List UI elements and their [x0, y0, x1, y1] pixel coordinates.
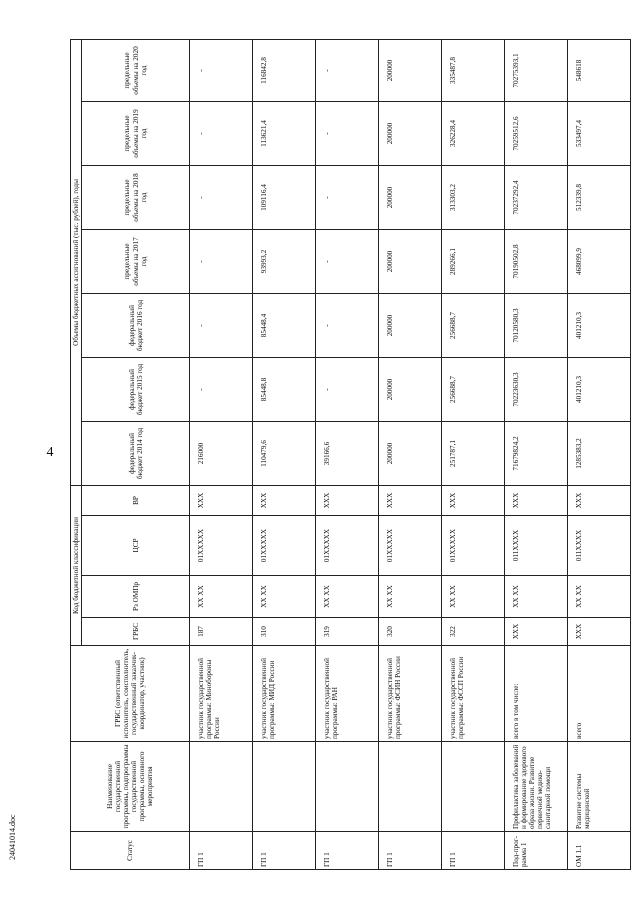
cell-csr: 01XXXXX — [316, 516, 379, 576]
cell-grbs-name: участник государственной программы: РАН — [316, 646, 379, 742]
cell-value-2018: 313303,2 — [442, 166, 505, 230]
header-name: Наименование государственной программы, подпрограммы государственной программы, основного мероприятия — [71, 742, 190, 832]
table-row — [253, 39, 316, 869]
cell-vr: XXX — [568, 486, 631, 516]
cell-vr: XXX — [379, 486, 442, 516]
cell-value-2020: 548618 — [568, 39, 631, 101]
cell-grbs-name: всего в том числе: — [505, 646, 568, 742]
cell-value-2019: - — [316, 102, 379, 166]
cell-value-2016: 200000 — [379, 294, 442, 358]
cell-value-2020: - — [190, 39, 253, 101]
cell-vr: XXX — [190, 486, 253, 516]
page-number: 4 — [46, 445, 54, 460]
cell-grbs-name: участник государственной программы: ФСИН России — [379, 646, 442, 742]
cell-grbs: 319 — [316, 618, 379, 646]
cell-value-2019: 113621,4 — [253, 102, 316, 166]
cell-csr: 011XXXX — [505, 516, 568, 576]
cell-name — [190, 742, 253, 832]
cell-value-2016: 256688,7 — [442, 294, 505, 358]
table-row — [568, 39, 631, 869]
cell-value-2017: 70190502,8 — [505, 230, 568, 294]
cell-rz: XX XX — [253, 576, 316, 618]
cell-value-2017: 468099,9 — [568, 230, 631, 294]
cell-status: ГП 1 — [379, 832, 442, 870]
header-vr: ВР — [82, 486, 190, 516]
cell-name: Развитие системы медицинской — [568, 742, 631, 832]
cell-vr: XXX — [316, 486, 379, 516]
cell-vr: XXX — [253, 486, 316, 516]
header-csr: ЦСР — [82, 516, 190, 576]
cell-grbs: 187 — [190, 618, 253, 646]
table-row — [505, 39, 568, 869]
cell-value-2015: 70223630,3 — [505, 358, 568, 422]
cell-value-2015: - — [190, 358, 253, 422]
header-budget: Объемы бюджетных ассигнований (тыс. рублей), годы — [71, 39, 82, 485]
cell-name: Профилактика заболеваний и формирование здорового образа жизни. Развитие первичной медико-санитарной помощи — [505, 742, 568, 832]
cell-value-2018: - — [190, 166, 253, 230]
cell-value-2014: 200000 — [379, 422, 442, 486]
cell-value-2015: 200000 — [379, 358, 442, 422]
cell-rz: XX XX — [568, 576, 631, 618]
cell-rz: XX XX — [316, 576, 379, 618]
cell-name — [442, 742, 505, 832]
header-grbs: ГРБС — [82, 618, 190, 646]
cell-value-2020: 200000 — [379, 39, 442, 101]
cell-grbs: 320 — [379, 618, 442, 646]
cell-value-2017: - — [190, 230, 253, 294]
cell-value-2017: - — [316, 230, 379, 294]
cell-status: ГП 1 — [316, 832, 379, 870]
cell-rz: XX XX — [442, 576, 505, 618]
cell-value-2016: 70120580,3 — [505, 294, 568, 358]
cell-value-2018: 109116,4 — [253, 166, 316, 230]
cell-grbs-name: участник государственной программы: МИД России — [253, 646, 316, 742]
cell-value-2015: 85448,8 — [253, 358, 316, 422]
cell-value-2016: 401210,3 — [568, 294, 631, 358]
cell-rz: XX XX — [190, 576, 253, 618]
cell-rz: XX XX — [379, 576, 442, 618]
document-id: 24041014.doc — [8, 814, 17, 860]
cell-csr: 01XXXXX — [379, 516, 442, 576]
table-row — [190, 39, 253, 869]
cell-value-2018: 200000 — [379, 166, 442, 230]
header-status: Статус — [71, 832, 190, 870]
budget-table — [70, 39, 631, 870]
cell-value-2019: - — [190, 102, 253, 166]
cell-status: ГП 1 — [253, 832, 316, 870]
cell-value-2016: - — [190, 294, 253, 358]
cell-vr: XXX — [505, 486, 568, 516]
header-year-2020: предельные объемы на 2020 год — [82, 39, 190, 101]
cell-name — [316, 742, 379, 832]
cell-csr: 011XXXX — [568, 516, 631, 576]
cell-grbs: XXX — [505, 618, 568, 646]
cell-value-2018: 70237292,4 — [505, 166, 568, 230]
cell-value-2018: - — [316, 166, 379, 230]
cell-status: ГП 1 — [190, 832, 253, 870]
cell-csr: 01XXXXX — [442, 516, 505, 576]
table-row — [316, 39, 379, 869]
cell-value-2015: - — [316, 358, 379, 422]
cell-grbs: 322 — [442, 618, 505, 646]
cell-value-2020: 116842,8 — [253, 39, 316, 101]
cell-vr: XXX — [442, 486, 505, 516]
cell-value-2020: 335487,8 — [442, 39, 505, 101]
cell-csr: 01XXXXX — [253, 516, 316, 576]
cell-grbs: XXX — [568, 618, 631, 646]
cell-value-2019: 533497,4 — [568, 102, 631, 166]
cell-value-2016: - — [316, 294, 379, 358]
cell-value-2014: 39166,6 — [316, 422, 379, 486]
header-year-2019: предельные объемы на 2019 год — [82, 102, 190, 166]
cell-value-2019: 326228,4 — [442, 102, 505, 166]
cell-value-2020: 70275393,1 — [505, 39, 568, 101]
cell-value-2017: 289266,1 — [442, 230, 505, 294]
cell-grbs-name: всего — [568, 646, 631, 742]
table-row — [442, 39, 505, 869]
cell-value-2020: - — [316, 39, 379, 101]
cell-value-2015: 401210,3 — [568, 358, 631, 422]
header-grbs-full: ГРБС (ответственный исполнитель, соисполнитель, государственный заказчик-координатор, участник) — [71, 646, 190, 742]
rotated-budget-table — [70, 40, 620, 870]
cell-value-2014: 71679824,2 — [505, 422, 568, 486]
cell-grbs: 310 — [253, 618, 316, 646]
cell-value-2019: 200000 — [379, 102, 442, 166]
header-year-2016: федеральный бюджет 2016 год — [82, 294, 190, 358]
header-year-2015: федеральный бюджет 2015 год — [82, 358, 190, 422]
cell-value-2014: 251787,1 — [442, 422, 505, 486]
cell-grbs-name: участник государственной программы: ФССП России — [442, 646, 505, 742]
cell-value-2014: 216000 — [190, 422, 253, 486]
cell-value-2015: 256688,7 — [442, 358, 505, 422]
header-year-2014: федеральный бюджет 2014 год — [82, 422, 190, 486]
cell-value-2017: 200000 — [379, 230, 442, 294]
cell-status: ГП 1 — [442, 832, 505, 870]
cell-grbs-name: участник государственной программы: Минобороны России — [190, 646, 253, 742]
header-kbk: Код бюджетной классификации — [71, 486, 82, 646]
cell-rz: XX XX — [505, 576, 568, 618]
cell-value-2014: 1285383,2 — [568, 422, 631, 486]
cell-status: ОМ 1.1 — [568, 832, 631, 870]
cell-name — [253, 742, 316, 832]
header-year-2017: предельные объемы на 2017 год — [82, 230, 190, 294]
table-row — [379, 39, 442, 869]
cell-value-2016: 85448,4 — [253, 294, 316, 358]
cell-value-2017: 93993,2 — [253, 230, 316, 294]
header-year-2018: предельные объемы на 2018 год — [82, 166, 190, 230]
cell-value-2018: 512339,8 — [568, 166, 631, 230]
cell-csr: 01XXXXX — [190, 516, 253, 576]
header-rz: Рз ОМПр — [82, 576, 190, 618]
cell-value-2014: 110479,6 — [253, 422, 316, 486]
cell-name — [379, 742, 442, 832]
cell-value-2019: 70259512,6 — [505, 102, 568, 166]
cell-status: Под-прог-рамма 1 — [505, 832, 568, 870]
